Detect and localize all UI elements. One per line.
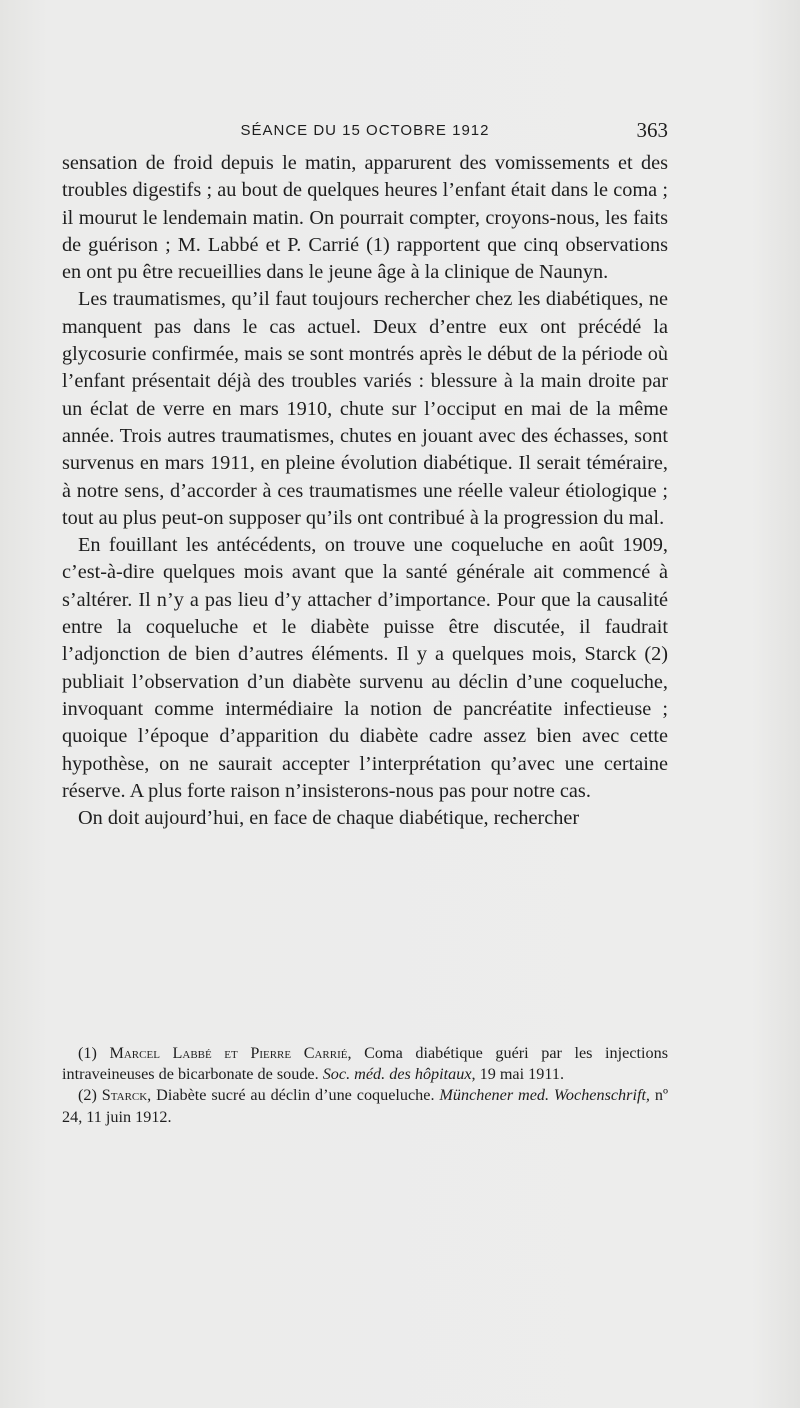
- footnote-authors: Marcel Labbé et Pierre Carrié,: [109, 1044, 352, 1062]
- footnote-authors: Starck,: [101, 1086, 152, 1105]
- footnote-journal: Münchener med. Wochenschrift,: [439, 1086, 650, 1105]
- footnote-marker: (1): [78, 1044, 97, 1062]
- page-number: 363: [636, 118, 668, 142]
- page-header: [62, 118, 668, 146]
- paragraph-coqueluche: En fouillant les antécédents, on trouve une coqueluche en août 1909, c’est-à-dire quelques mois avant que la santé générale ait commencé à s’altérer. Il n’y a pas lieu d’y attacher d’importance. Pour que la causalité entre la coqueluche et le diabète puisse être discutée, il faudrait l’adjonction de bien d’autres éléments. Il y a quelques mois, Starck (2) publiait l’observation d’un diabète survenu au déclin d’une coqueluche, invoquant comme intermédiaire la notion de pancréatite infectieuse ; quoique l’époque d’apparition du diabète cadre assez bien avec cette hypothèse, on ne saurait accepter l’interprétation qu’avec une certaine réserve. A plus forte raison n’insisterons-nous pas pour notre cas.: [62, 534, 668, 802]
- footnote-date: nº 24, 11 juin 1912.: [62, 1086, 668, 1126]
- main-text: [62, 150, 668, 832]
- footnote-1: [62, 1043, 668, 1085]
- paragraph-traumatismes: Les traumatismes, qu’il faut toujours rechercher chez les diabétiques, ne manquent pas dans le cas actuel. Deux d’entre eux ont précédé la glycosurie confirmée, mais se sont montrés après le début de la période où l’enfant présentait déjà des troubles variés : blessure à la main droite par un éclat de verre en mars 1910, chute sur l’occiput en mai de la même année. Trois autres traumatismes, chutes en jouant avec des échasses, sont survenus en mars 1911, en pleine évolution diabétique. Il serait téméraire, à notre sens, d’accorder à ces traumatismes une réelle valeur étiologique ; tout au plus peut-on supposer qu’ils ont contribué à la progression du mal.: [62, 288, 668, 529]
- paragraph-conclusion-start: On doit aujourd’hui, en face de chaque diabétique, rechercher: [78, 807, 580, 830]
- footnote-2: [62, 1085, 668, 1127]
- footnote-date: 19 mai 1911.: [475, 1065, 564, 1084]
- footnote-title: Coma diabétique guéri par les injections intraveineuses de bicarbonate de soude.: [62, 1044, 668, 1084]
- running-title: SÉANCE DU 15 OCTOBRE 1912: [240, 122, 490, 139]
- footnote-title: Diabète sucré au déclin d’une coqueluche.: [151, 1086, 440, 1105]
- footnotes: [62, 1043, 668, 1128]
- footnote-journal: Soc. méd. des hôpitaux,: [322, 1065, 476, 1084]
- footnote-marker: (2): [78, 1086, 97, 1105]
- paragraph-continued: sensation de froid depuis le matin, apparurent des vomissements et des troubles digestifs ; au bout de quelques heures l’enfant était dans le coma ; il mourut le lendemain matin. On pourrait compter, croyons-nous, les faits de guérison ; M. Labbé et P. Carrié (1) rapportent que cinq observations en ont pu être recueillies dans le jeune âge à la clinique de Naunyn.: [62, 152, 668, 284]
